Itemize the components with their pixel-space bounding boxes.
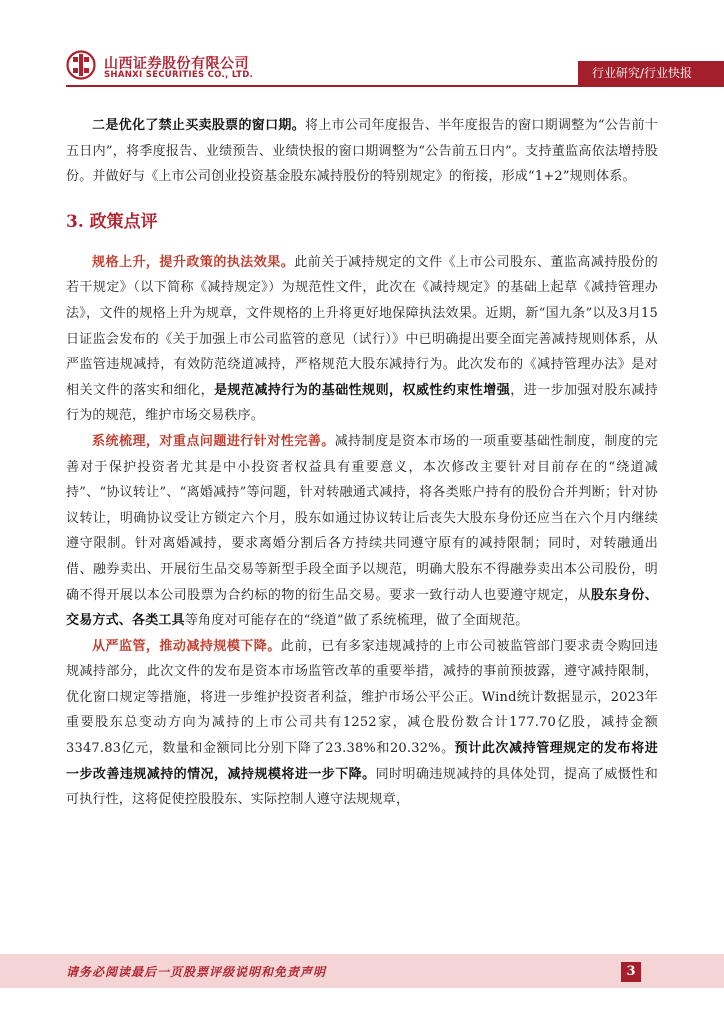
paragraph-upgrade-text-2: ，进一步加强对股东减持行为的规范，维护市场交易秩序。 <box>66 382 658 424</box>
paragraph-supervision-lead: 从严监管，推动减持规模下降。 <box>92 638 281 654</box>
paragraph-systematic-text-1: 减持制度是资本市场的一项重要基础性制度，制度的完善对于保护投资者尤其是中小投资者权益具有重要意义，本次修改主要针对目前存在的“绕道减持”、“协议转让”、“离婚减持”等问题，针对转融通式减持，将各类账户持有的股份合并判断；针对协议转让，明确协议受让方锁定六个月，股东如通过协议转让后丧失大股东身份还应当在六个月内继续遵守限制。针对离婚减持，要求离婚分割后各方持续共同遵守原有的减持限制；同时，对转融通出借、融券卖出、开展衍生品交易等新型手段全面予以规范，明确大股东不得融券卖出本公司股份，明确不得开展以本公司股票为合约标的物的衍生品交易。要求一致行动人也要遵守规定，从 <box>66 433 658 603</box>
paragraph-supervision-text-1: 此前，已有多家违规减持的上市公司被监管部门要求责令购回违规减持部分，此次文件的发布是资本市场监管改革的重要举措，减持的事前预披露，遵守减持限制，优化窗口规定等措施，将进一步维护投资者利益，维护市场公平公正。Wind统计数据显示，2023年重要股东总变动方向为减持的上市公司共有1252家，减仓股份数合计177.70亿股，减持金额3347.83亿元，数量和金额同比分别下降了23.38%和20.32%。 <box>66 638 658 757</box>
paragraph-supervision <box>66 634 658 813</box>
footer-disclaimer: 请务必阅读最后一页股票评级说明和免责声明 <box>66 965 327 979</box>
report-category-tab: 行业研究/行业快报 <box>578 61 724 85</box>
paragraph-systematic-bold: 股东身份、交易方式、各类工具 <box>66 587 658 629</box>
paragraph-supervision-bold: 预计此次减持管理规定的发布将进一步改善违规减持的情况，减持规模将进一步下降。 <box>66 741 658 782</box>
page-number: 3 <box>621 962 641 982</box>
section-heading: 3. 政策点评 <box>66 211 158 232</box>
paragraph-systematic <box>66 429 658 634</box>
header-divider <box>66 85 724 87</box>
page-header <box>0 0 724 90</box>
company-name-en: SHANXI SECURITIES CO., LTD. <box>104 70 254 80</box>
paragraph-upgrade-text-1: 此前关于减持规定的文件《上市公司股东、董监高减持股份的若干规定》（以下简称《减持规定》）为规范性文件，此次在《减持规定》的基础上起草《减持管理办法》，文件的规格上升为规章，文件规格的上升将更好地保障执法效果。近期，新“国九条”以及3月15日证监会发布的《关于加强上市公司监管的意见（试行）》中已明确提出要全面完善减持规则体系，从严监管违规减持，有效防范绕道减持，严格规范大股东减持行为。此次发布的《减持管理办法》是对相关文件的落实和细化， <box>66 254 658 398</box>
main-content <box>66 113 658 813</box>
paragraph-upgrade-lead: 规格上升，提升政策的执法效果。 <box>92 254 295 270</box>
paragraph-systematic-lead: 系统梳理，对重点问题进行针对性完善。 <box>92 433 335 449</box>
company-logo-icon <box>66 50 96 80</box>
intro-text: 将上市公司年度报告、半年度报告的窗口期调整为“公告前十五日内”，将季度报告、业绩预告、业绩快报的窗口期调整为“公告前五日内”。支持董监高依法增持股份。并做好与《上市公司创业投资基金股东减持股份的特别规定》的衔接，形成“1+2”规则体系。 <box>66 118 659 185</box>
paragraph-upgrade <box>66 250 658 429</box>
paragraph-upgrade-bold: 是规范减持行为的基础性规则，权威性约束性增强 <box>214 382 511 398</box>
page-footer <box>0 954 724 988</box>
intro-lead: 二是优化了禁止买卖股票的窗口期。 <box>92 118 306 133</box>
paragraph-supervision-text-2: 同时明确违规减持的具体处罚，提高了威慑性和可执行性，这将促使控股股东、实际控制人遵守法规规章， <box>66 766 658 808</box>
company-name-cn: 山西证券股份有限公司 <box>104 56 249 72</box>
intro-paragraph <box>66 113 658 190</box>
paragraph-systematic-text-2: 等角度对可能存在的“绕道”做了系统梳理，做了全面规范。 <box>184 613 529 629</box>
